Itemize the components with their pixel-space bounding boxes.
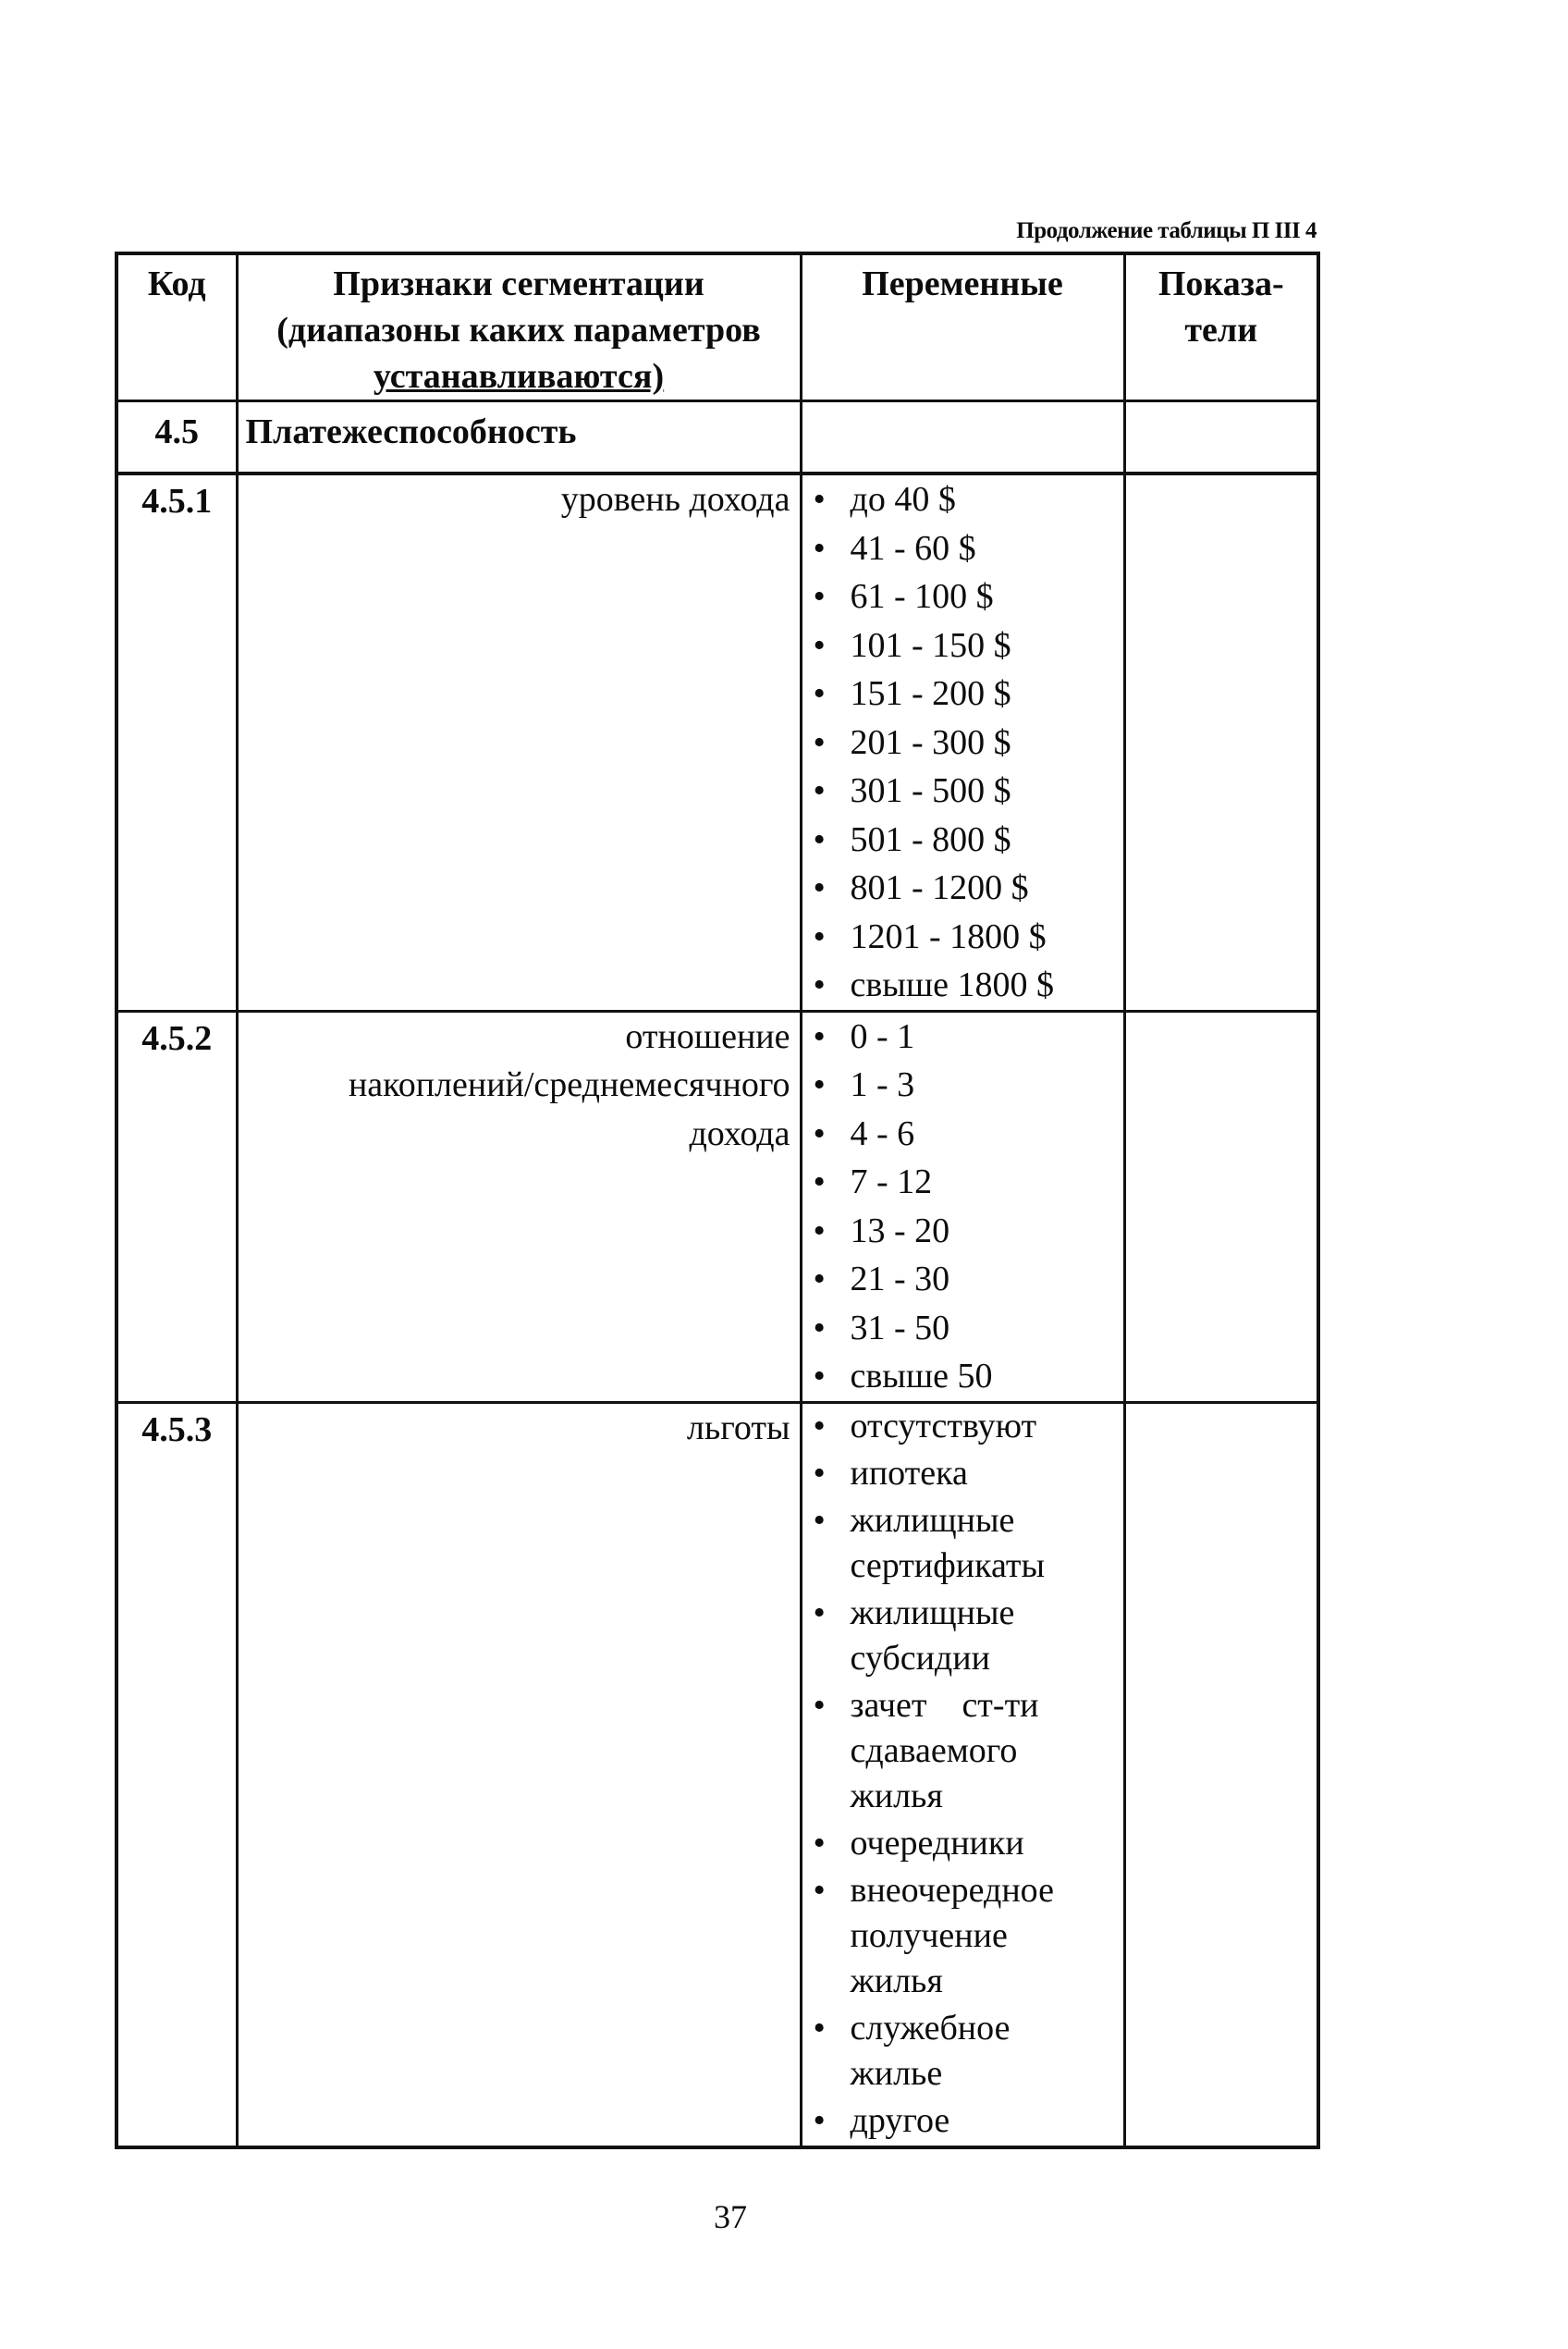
segmentation-table <box>115 252 1320 2149</box>
section-code-label: 4.5 <box>154 412 199 451</box>
variables-list <box>802 1013 1123 1401</box>
section-code <box>116 401 237 474</box>
row-variables <box>801 1011 1124 1402</box>
variable-item: • свыше 1800 $ <box>808 961 1123 1010</box>
row-variables <box>801 1402 1124 2147</box>
header-indicators-line: Показа- <box>1158 264 1284 303</box>
row-attribute-line: отношение <box>625 1016 790 1056</box>
variable-item <box>808 1821 1123 1866</box>
table-row <box>116 1402 1318 2147</box>
table-row <box>116 473 1318 1011</box>
variable-item-line: • очередники <box>850 1823 1024 1863</box>
variable-item: • 0 - 1 <box>808 1013 1123 1062</box>
variable-item-line: получение <box>850 1915 1008 1955</box>
variable-item-line: • жилищные <box>850 1593 1015 1632</box>
header-variables-label: Переменные <box>862 264 1063 303</box>
section-indicators-empty <box>1124 401 1318 474</box>
header-attribute <box>237 253 801 401</box>
row-indicators-empty <box>1124 473 1318 1011</box>
table-header-row <box>116 253 1318 401</box>
section-name-label: Платежеспособность <box>245 412 577 451</box>
row-attribute-line: льготы <box>686 1408 790 1447</box>
row-attribute-line: дохода <box>689 1113 790 1153</box>
variable-item: • 151 - 200 $ <box>808 670 1123 719</box>
row-attribute-line: накоплений/среднемесячного <box>348 1065 790 1104</box>
variables-list <box>802 1404 1123 2144</box>
row-attribute <box>237 1011 801 1402</box>
variable-item-line: • другое <box>850 2100 950 2140</box>
page-number: 37 <box>714 2198 747 2235</box>
variable-item-line: жилья <box>850 1961 943 2000</box>
variable-item <box>808 1404 1123 1449</box>
row-code <box>116 1402 237 2147</box>
row-indicators-empty <box>1124 1011 1318 1402</box>
section-row <box>116 401 1318 474</box>
variable-item-line: субсидии <box>850 1638 990 1678</box>
variable-item: • 13 - 20 <box>808 1207 1123 1256</box>
row-variables <box>801 473 1124 1011</box>
row-attribute <box>237 473 801 1011</box>
variable-item: • 201 - 300 $ <box>808 719 1123 768</box>
table-caption: Продолжение таблицы П III 4 <box>1016 218 1317 243</box>
variable-item <box>808 2098 1123 2144</box>
row-code-label: 4.5.3 <box>141 1409 213 1449</box>
variable-item: • 4 - 6 <box>808 1110 1123 1159</box>
variable-item: • 61 - 100 $ <box>808 572 1123 621</box>
variable-item <box>808 1683 1123 1819</box>
row-code-label: 4.5.2 <box>141 1018 213 1058</box>
row-indicators-empty <box>1124 1402 1318 2147</box>
variable-item: • до 40 $ <box>808 475 1123 524</box>
variable-item-line: жилье <box>850 2053 943 2093</box>
variable-item: • 7 - 12 <box>808 1158 1123 1207</box>
header-code <box>116 253 237 401</box>
variable-item: • 21 - 30 <box>808 1255 1123 1304</box>
table-body <box>116 473 1318 2147</box>
variable-item <box>808 1591 1123 1681</box>
variable-item: • 501 - 800 $ <box>808 816 1123 865</box>
variable-item: • 101 - 150 $ <box>808 621 1123 670</box>
header-indicators <box>1124 253 1318 401</box>
header-attribute-line: устанавливаются) <box>373 357 665 396</box>
variable-item: • 1201 - 1800 $ <box>808 913 1123 962</box>
row-attribute <box>237 1402 801 2147</box>
variable-item-line: • отсутствуют <box>850 1406 1037 1445</box>
variable-item: • 301 - 500 $ <box>808 767 1123 816</box>
variable-item-line: • внеочередное <box>850 1870 1055 1910</box>
variable-item-line: сдаваемого <box>850 1730 1018 1770</box>
variable-item: • 31 - 50 <box>808 1304 1123 1353</box>
variable-item-line: • ипотека <box>850 1453 968 1493</box>
variable-item-line: жилья <box>850 1776 943 1815</box>
header-variables <box>801 253 1124 401</box>
section-variables-empty <box>801 401 1124 474</box>
row-code-label: 4.5.1 <box>141 482 213 521</box>
header-attribute-line: (диапазоны каких параметров <box>276 311 761 350</box>
header-code-label: Код <box>147 264 206 303</box>
variables-list <box>802 475 1123 1010</box>
variable-item: • 801 - 1200 $ <box>808 864 1123 913</box>
variable-item: • 41 - 60 $ <box>808 524 1123 573</box>
section-name <box>237 401 801 474</box>
variable-item-line: сертификаты <box>850 1545 1046 1585</box>
row-attribute-line: уровень дохода <box>560 480 790 519</box>
row-code <box>116 473 237 1011</box>
variable-item <box>808 2006 1123 2097</box>
header-attribute-line: Признаки сегментации <box>333 264 704 303</box>
variable-item <box>808 1868 1123 2004</box>
variable-item <box>808 1498 1123 1589</box>
variable-item-line: • служебное <box>850 2008 1011 2048</box>
variable-item-line: • зачет ст-ти <box>850 1685 1039 1725</box>
variable-item <box>808 1451 1123 1496</box>
row-code <box>116 1011 237 1402</box>
variable-item-line: • жилищные <box>850 1500 1015 1540</box>
variable-item: • свыше 50 <box>808 1352 1123 1401</box>
variable-item: • 1 - 3 <box>808 1061 1123 1110</box>
header-indicators-line: тели <box>1184 311 1258 350</box>
table-row <box>116 1011 1318 1402</box>
